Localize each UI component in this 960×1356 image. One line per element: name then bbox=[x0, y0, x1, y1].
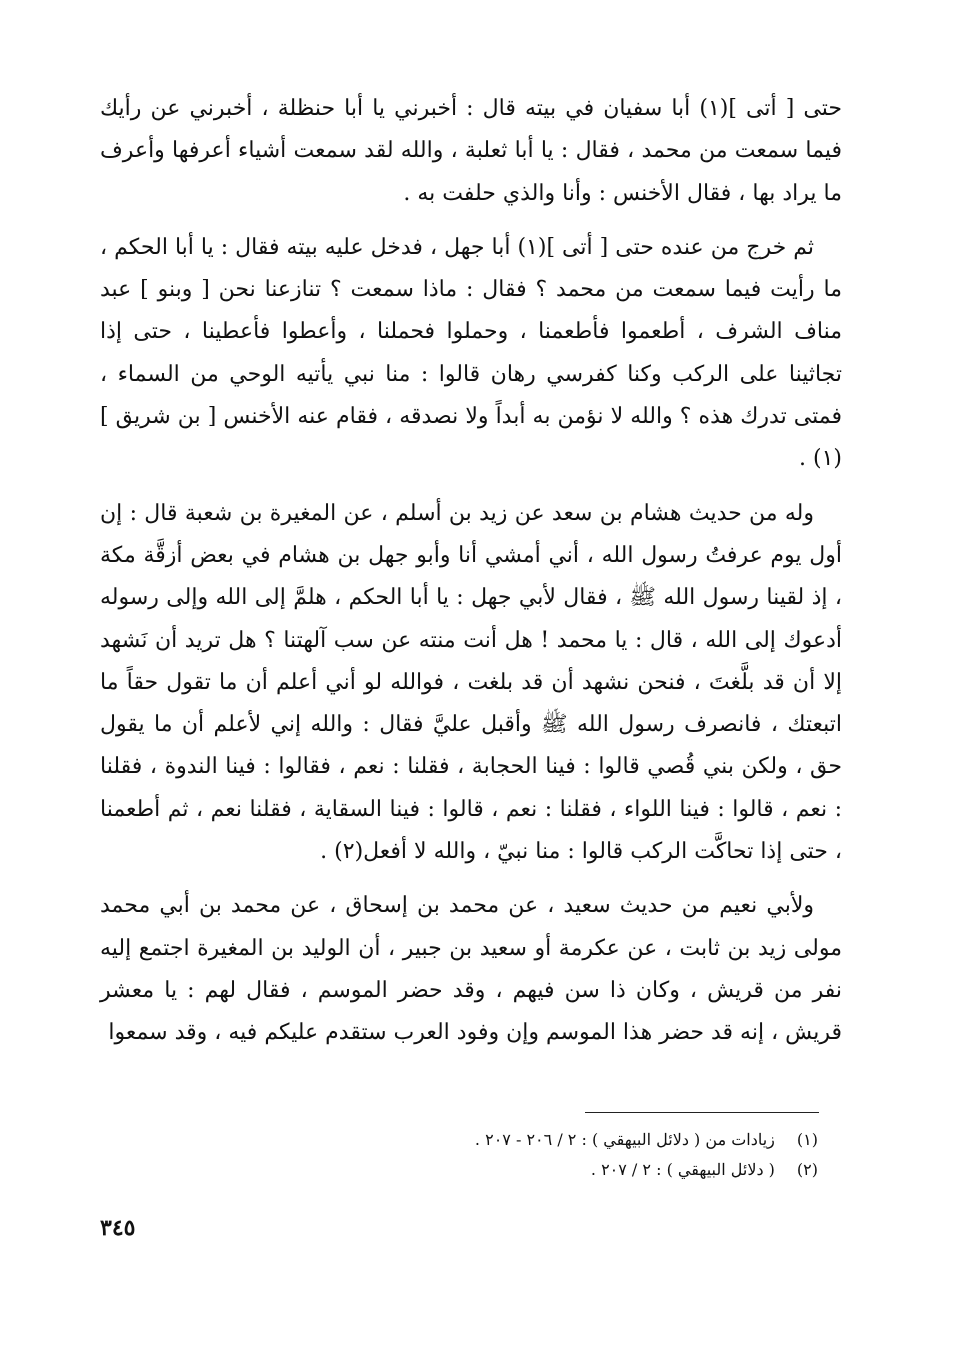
footnote-divider bbox=[585, 1112, 819, 1113]
footnote-1-text: زيادات من ( دلائل البيهقي ) : ٢ / ٢٠٦ - ٢٠٧ . bbox=[474, 1130, 775, 1149]
footnote-2 bbox=[300, 1155, 818, 1185]
footnote-1 bbox=[300, 1125, 818, 1155]
page-number: ٣٤٥ bbox=[100, 1215, 136, 1241]
footnotes bbox=[300, 1125, 818, 1185]
footnote-2-text: ( دلائل البيهقي ) : ٢ / ٢٠٧ . bbox=[590, 1160, 775, 1179]
paragraph-1: حتى [ أتى ](١) أبا سفيان في بيته قال : أخبرني يا أبا حنظلة ، أخبرني عن رأيك فيما سمعت من محمد ، فقال : يا أبا ثعلبة ، والله لقد سمعت أشياء أعرفها وأعرف ما يراد بها ، فقال الأخنس : وأنا والذي حلفت به . bbox=[100, 96, 842, 206]
paragraph-3: وله من حديث هشام بن سعد عن زيد بن أسلم ، عن المغيرة بن شعبة قال : إن أول يوم عرفتُ رسول الله ، أني أمشي أنا وأبو جهل بن هشام في بعض أزقَّة مكة ، إذ لقينا رسول الله ﷺ ، فقال لأبي جهل : يا أبا الحكم ، هلمَّ إلى الله وإلى رسوله أدعوك إلى الله ، قال : يا محمد ! هل أنت منته عن سب آلهتنا ؟ هل تريد أن نَشهد إلا أن قد بلَّغتَ ، فنحن نشهد أن قد بلغت ، فوالله لو أني أعلم أن ما تقول حقاً ما اتبعتك ، فانصرف رسول الله ﷺ وأقبل عليَّ فقال : والله إني لأعلم أن ما يقول حق ، ولكن بني قُصي قالوا : فينا الحجابة ، فقلنا : نعم ، فقالوا : فينا الندوة ، فقلنا : نعم ، قالوا : فينا اللواء ، فقلنا : نعم ، قالوا : فينا السقاية ، فقلنا نعم ، ثم أطعمنا ، حتى إذا تحاكَّت الركب قالوا : منا نبيّ ، والله لا أفعل(٢) . bbox=[100, 500, 842, 865]
paragraph-2: ثم خرج من عنده حتى [ أتى ](١) أبا جهل ، فدخل عليه بيته فقال : يا أبا الحكم ، ما رأيت فيما سمعت من محمد ؟ فقال : ماذا سمعت ؟ تنازعنا نحن [ وبنو ] عبد مناف الشرف ، أطعموا فأطعمنا ، وحملوا فحملنا ، وأعطوا فأعطينا ، حتى إذا تجاثينا على الركب وكنا كفرسي رهان قالوا : منا نبي يأتيه الوحي من السماء ، فمتى تدرك هذه ؟ والله لا نؤمن به أبداً ولا نصدقه ، فقام عنه الأخنس [ بن شريق ](١) . bbox=[100, 234, 842, 472]
footnote-1-number: (١) bbox=[796, 1130, 818, 1149]
paragraph-4: ولأبي نعيم من حديث سعيد ، عن محمد بن إسحاق ، عن محمد بن أبي محمد مولى زيد بن ثابت ، عن عكرمة أو سعيد بن جبير ، أن الوليد بن المغيرة اجتمع إليه نفر من قريش ، وكان ذا سن فيهم ، وقد حضر الموسم ، فقال لهم : يا معشر قريش ، إنه قد حضر هذا الموسم وإن وفود العرب ستقدم عليكم فيه ، وقد سمعوا bbox=[100, 893, 842, 1046]
page-body bbox=[100, 88, 842, 1067]
footnote-2-number: (٢) bbox=[796, 1160, 818, 1179]
